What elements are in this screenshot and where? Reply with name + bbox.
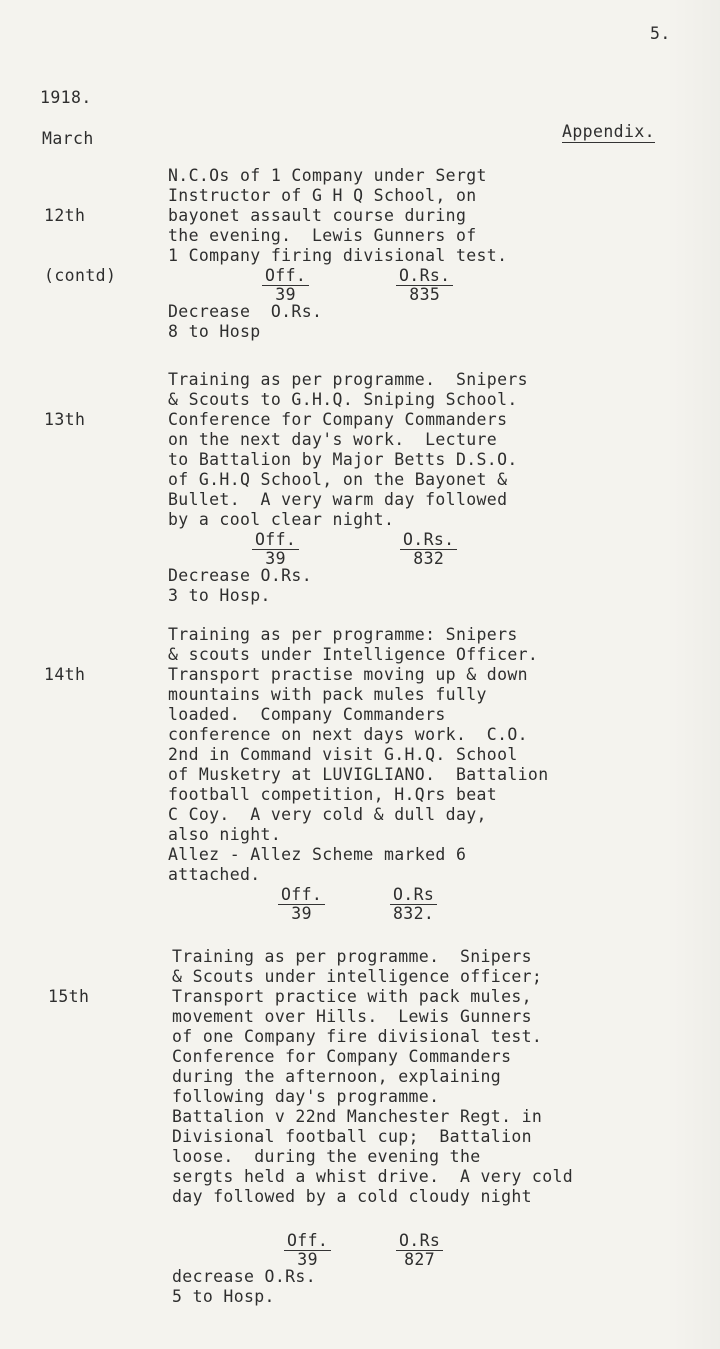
other-ranks-label: O.Rs.	[400, 530, 457, 550]
officers-label: Off.	[252, 530, 299, 550]
other-ranks-strength	[396, 266, 453, 303]
officers-strength	[278, 885, 325, 922]
entry-line: during the afternoon, explaining	[172, 1067, 502, 1086]
officers-strength	[252, 530, 299, 567]
other-ranks-label: O.Rs	[396, 1231, 443, 1251]
officers-value: 39	[265, 549, 286, 568]
other-ranks-label: O.Rs	[390, 885, 437, 905]
diary-entry	[168, 166, 507, 342]
entry-line: C Coy. A very cold & dull day,	[168, 805, 487, 824]
entry-line: loaded. Company Commanders	[168, 705, 446, 724]
entry-line: football competition, H.Qrs beat	[168, 785, 498, 804]
entry-line: following day's programme.	[172, 1087, 440, 1106]
note-line: 8 to Hosp	[168, 322, 261, 341]
entry-date	[44, 166, 116, 326]
entry-line: also night.	[168, 825, 282, 844]
appendix-heading: Appendix.	[562, 122, 656, 141]
other-ranks-strength	[390, 885, 437, 922]
officers-label: Off.	[278, 885, 325, 905]
entry-line: the evening. Lewis Gunners of	[168, 226, 477, 245]
entry-line: & Scouts to G.H.Q. Sniping School.	[168, 390, 518, 409]
date-line: 14th	[44, 665, 86, 684]
entry-line: Transport practice with pack mules,	[172, 987, 532, 1006]
other-ranks-value: 832	[413, 549, 445, 568]
note-line: Decrease O.Rs.	[168, 566, 312, 585]
entry-date	[48, 947, 89, 1047]
officers-value: 39	[275, 285, 296, 304]
entry-line: Transport practise moving up & down	[168, 665, 528, 684]
entry-date	[44, 625, 85, 725]
entry-line: bayonet assault course during	[168, 206, 467, 225]
officers-label: Off.	[262, 266, 309, 286]
entry-line: Conference for Company Commanders	[172, 1047, 512, 1066]
strength-figures	[172, 1231, 573, 1267]
officers-strength	[262, 266, 309, 303]
entry-line: 2nd in Command visit G.H.Q. School	[168, 745, 518, 764]
entry-line: to Battalion by Major Betts D.S.O.	[168, 450, 518, 469]
entry-line: of G.H.Q School, on the Bayonet &	[168, 470, 508, 489]
entry-line: conference on next days work. C.O.	[168, 725, 528, 744]
entry-line: Divisional football cup; Battalion	[172, 1127, 532, 1146]
diary-entry	[172, 947, 573, 1307]
entry-line: of Musketry at LUVIGLIANO. Battalion	[168, 765, 549, 784]
entry-line: Bullet. A very warm day followed	[168, 490, 508, 509]
officers-strength	[284, 1231, 331, 1268]
other-ranks-strength	[396, 1231, 443, 1268]
date-line: 13th	[44, 410, 86, 429]
casualty-note	[168, 566, 528, 606]
spacer	[172, 1207, 573, 1231]
strength-figures	[168, 266, 507, 302]
entry-line: N.C.Os of 1 Company under Sergt	[168, 166, 487, 185]
year-heading: 1918.	[40, 88, 92, 107]
entry-date	[44, 370, 85, 470]
page-number: 5.	[650, 24, 671, 43]
entry-line: sergts held a whist drive. A very cold	[172, 1167, 574, 1186]
strength-figures	[168, 530, 528, 566]
month-heading: March	[42, 129, 94, 148]
officers-value: 39	[297, 1250, 318, 1269]
date-line: 15th	[48, 987, 90, 1006]
entry-line: & Scouts under intelligence officer;	[172, 967, 543, 986]
entry-line: 1 Company firing divisional test.	[168, 246, 508, 265]
other-ranks-strength	[400, 530, 457, 567]
other-ranks-value: 832.	[393, 904, 435, 923]
note-line: decrease O.Rs.	[172, 1267, 316, 1286]
diary-entry	[168, 370, 528, 606]
strength-figures	[168, 885, 549, 921]
casualty-note	[172, 1267, 573, 1307]
casualty-note	[168, 302, 507, 342]
entry-line: movement over Hills. Lewis Gunners	[172, 1007, 532, 1026]
entry-line: Conference for Company Commanders	[168, 410, 508, 429]
entry-line: mountains with pack mules fully	[168, 685, 487, 704]
paper-edge-shadow	[672, 0, 720, 1349]
entry-line: Allez - Allez Scheme marked 6	[168, 845, 467, 864]
note-line: Decrease O.Rs.	[168, 302, 323, 321]
entry-line: Training as per programme. Snipers	[172, 947, 532, 966]
entry-line: loose. during the evening the	[172, 1147, 481, 1166]
officers-label: Off.	[284, 1231, 331, 1251]
entry-line: Training as per programme. Snipers	[168, 370, 528, 389]
other-ranks-value: 835	[409, 285, 441, 304]
entry-line: by a cool clear night.	[168, 510, 395, 529]
note-line: 3 to Hosp.	[168, 586, 271, 605]
entry-line: & scouts under Intelligence Officer.	[168, 645, 539, 664]
entry-line: Training as per programme: Snipers	[168, 625, 518, 644]
date-line: (contd)	[44, 266, 117, 285]
note-line: 5 to Hosp.	[172, 1287, 275, 1306]
entry-line: Battalion v 22nd Manchester Regt. in	[172, 1107, 543, 1126]
entry-line: on the next day's work. Lecture	[168, 430, 498, 449]
entry-line: Instructor of G H Q School, on	[168, 186, 477, 205]
diary-entry	[168, 625, 549, 921]
entry-line: day followed by a cold cloudy night	[172, 1187, 532, 1206]
other-ranks-value: 827	[404, 1250, 435, 1269]
entry-line: attached.	[168, 865, 261, 884]
other-ranks-label: O.Rs.	[396, 266, 453, 286]
entry-line: of one Company fire divisional test.	[172, 1027, 543, 1046]
date-line: 12th	[44, 206, 86, 225]
officers-value: 39	[291, 904, 312, 923]
